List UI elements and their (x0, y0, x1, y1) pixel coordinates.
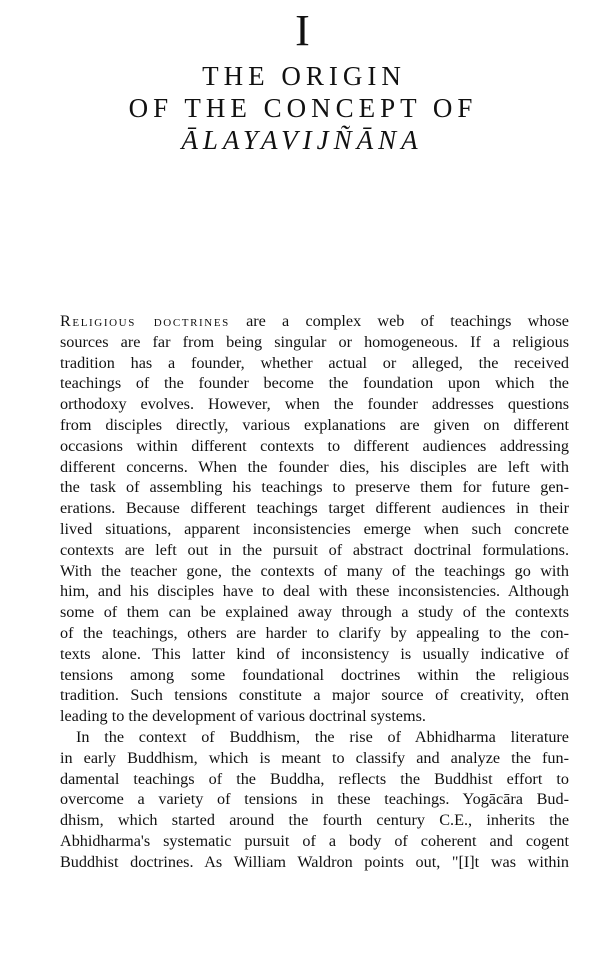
text-line: different concerns. When the founder dies, his disciples are left with (60, 457, 569, 476)
chapter-title-line: ĀLAYAVIJÑĀNA (181, 125, 423, 155)
text-line: orthodoxy evolves. However, when the founder addresses questions (60, 395, 569, 414)
chapter-number: I (295, 6, 311, 55)
text-line: some of them can be explained away through a study of the contexts (60, 603, 569, 622)
text-line: overcome a variety of tensions in these teachings. Yogācāra Bud- (60, 790, 569, 809)
text-line: erations. Because different teachings target different audiences in their (60, 499, 569, 518)
text-line: In the context of Buddhism, the rise of Abhidharma literature (76, 727, 569, 746)
text-line: Buddhist doctrines. As William Waldron points out, "[I]t was within (60, 852, 569, 871)
paragraph-1 (60, 311, 569, 727)
chapter-title-line: THE ORIGIN (202, 61, 406, 91)
paragraph-2 (60, 727, 569, 873)
chapter-header (0, 6, 600, 156)
text-line: damental teachings of the Buddha, reflects the Buddhist effort to (60, 769, 569, 788)
text-line: leading to the development of various doctrinal systems. (60, 707, 426, 726)
chapter-title-line: OF THE CONCEPT OF (128, 93, 478, 123)
chapter-title (0, 60, 600, 156)
text-line: With the teacher gone, the contexts of many of the teachings go with (60, 561, 569, 580)
text-line: contexts are left out in the pursuit of abstract doctrinal formulations. (60, 540, 569, 559)
text-line: Abhidharma's systematic pursuit of a body of coherent and cogent (60, 831, 569, 850)
text-line: occasions within different contexts to different audiences addressing (60, 436, 569, 455)
text-line: him, and his disciples have to deal with these inconsistencies. Although (60, 582, 569, 601)
lead-in-small-caps: Religious doctrines (60, 312, 230, 330)
text-line: from disciples directly, various explanations are given on different (60, 415, 569, 434)
text-line: of the teachings, others are harder to clarify by appealing to the con- (60, 623, 569, 642)
text-line: in early Buddhism, which is meant to classify and analyze the fun- (60, 748, 569, 767)
text-line: the task of assembling his teachings to preserve them for future gen- (60, 478, 569, 497)
text-line: lived situations, apparent inconsistencies emerge when such concrete (60, 519, 569, 538)
text-line: teachings of the founder become the foundation upon which the (60, 374, 569, 393)
text-line: tradition has a founder, whether actual or alleged, the received (60, 353, 569, 372)
text-line-content: are a complex web of teachings whose (246, 312, 569, 330)
text-line: tradition. Such tensions constitute a major source of creativity, often (60, 686, 569, 705)
text-line: sources are far from being singular or homogeneous. If a religious (60, 332, 569, 351)
text-line: texts alone. This latter kind of inconsistency is usually indicative of (60, 644, 569, 663)
body-text (60, 311, 569, 873)
text-line: tensions among some foundational doctrines within the religious (60, 665, 569, 684)
text-line: dhism, which started around the fourth century C.E., inherits the (60, 811, 569, 830)
text-line (60, 311, 569, 332)
